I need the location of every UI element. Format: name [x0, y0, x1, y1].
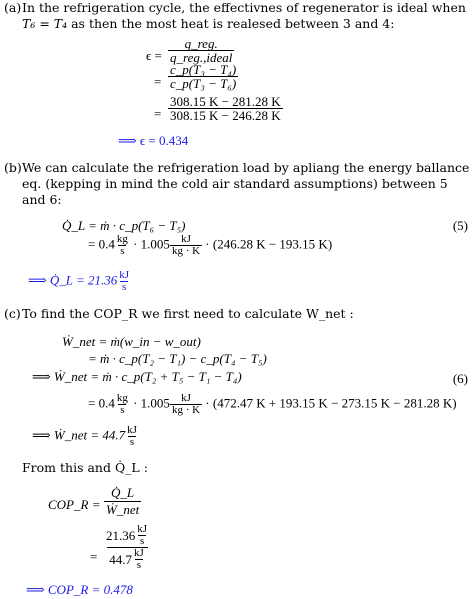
cop-label: COP_R =: [48, 497, 101, 512]
part-c-eq4: = 0.4 $\frac{kg}{s}$ · 1.005 $\frac{kJ}{kg \cdot K}$ · (472.47 K + 193.15 K − 273.15 K − 281.28 K): [88, 392, 457, 416]
eps-fraction-1: $\frac{\text{q\_reg.}}{\text{q\_reg.,ideal}}$: [170, 36, 233, 65]
part-c-result: ⟹ COP_R = 0.478: [26, 582, 133, 597]
eq-number-6: (6): [452, 371, 468, 386]
eps-fraction-3: $\frac{308.15 K - 281.28 K}{308.15 K - 246.28 K}$: [170, 94, 281, 123]
part-a-marker: (a): [4, 0, 22, 15]
part-b-text-line1: We can calculate the refrigeration load by apliang the energy ballance: [22, 160, 470, 175]
part-a-text-line1: In the refrigeration cycle, the effectivnes of regenerator is ideal when: [22, 0, 466, 15]
part-b-marker: (b): [4, 160, 22, 175]
cop-fraction-1: $\frac{Q̇\_L}{\text{Ẇ\_net}}$: [106, 485, 140, 517]
part-c-eq3: ⟹ Ẇ_net = ṁ · c_p(T₂ + T₅ − T₁ − T₄): [32, 369, 242, 384]
part-b-eq2: = 0.4 $\frac{kg}{s}$ · 1.005 $\frac{kJ}{kg \cdot K}$ · (246.28 K − 193.15 K): [88, 233, 333, 257]
part-c-from-text: From this and Q̇_L :: [22, 460, 148, 475]
part-c-text-line1: To find the COP_R we first need to calculate W_net :: [22, 306, 354, 321]
part-a-text-line2: T₆ = T₄ as then the most heat is realesed between 3 and 4:: [22, 16, 395, 31]
part-b-text-line3: and 6:: [22, 192, 62, 207]
part-a-result: ⟹ ϵ = 0.434: [118, 133, 189, 148]
cop-fraction-2: 21.36 $\frac{kJ}{s}$ 44.7 $\frac{kJ}{s}$: [106, 523, 148, 571]
part-c-eq5: ⟹ Ẇ_net = 44.7 $\frac{kJ}{s}$: [32, 424, 137, 448]
part-b-text-line2: eq. (kepping in mind the cold air standard assumptions) between 5: [22, 176, 448, 191]
part-c-marker: (c): [4, 306, 21, 321]
eq-number-5: (5): [452, 218, 468, 233]
eps-fraction-2: $\frac{\text{c\_p(T₃ − T₄)}}{\text{c\_p(T₃ − T₆)}}$: [170, 62, 237, 91]
part-c-eq1: Ẇ_net = ṁ(w_in − w_out): [62, 334, 201, 349]
part-a-inline-math: T₆ = T₄: [22, 16, 68, 31]
part-b-result: ⟹ Q̇_L = 21.36 $\frac{kJ}{s}$: [28, 269, 130, 293]
part-c-eq2: = ṁ · c_p(T₂ − T₁) − c_p(T₄ − T₅): [88, 351, 267, 366]
eps-label: ϵ =: [146, 48, 162, 63]
part-b-eq1: Q̇_L = ṁ · c_p(T₆ − T₅): [62, 218, 186, 233]
